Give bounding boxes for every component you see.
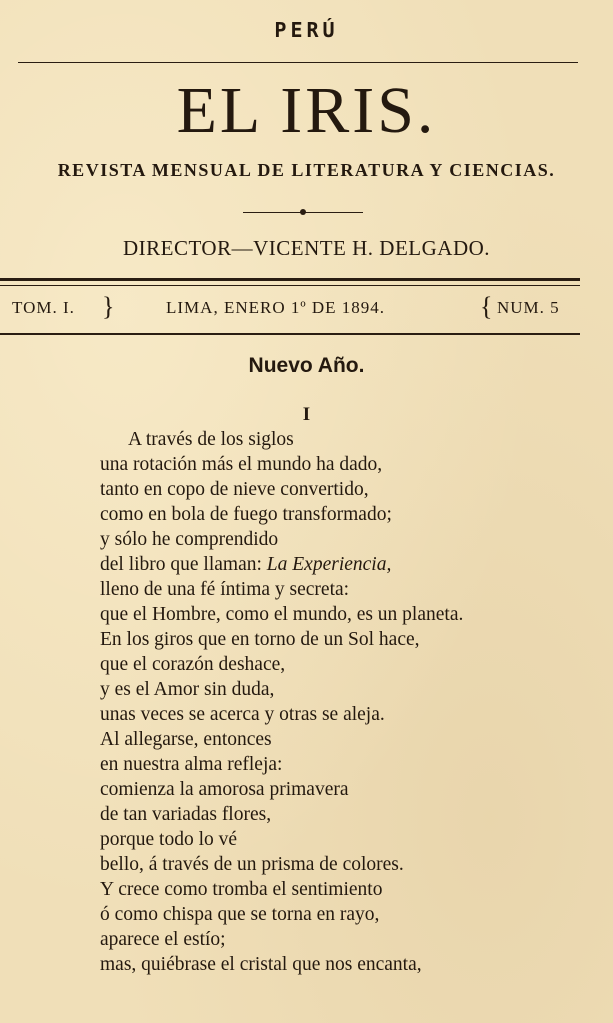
country-header: PERÚ bbox=[274, 18, 339, 42]
poem-section-number: I bbox=[302, 404, 311, 425]
issue-number: NUM. 5 bbox=[497, 298, 560, 317]
header-rule-thick bbox=[0, 278, 580, 281]
right-brace: { bbox=[480, 292, 494, 321]
poem-line bbox=[0, 552, 613, 577]
header-rule-bottom bbox=[0, 333, 580, 335]
poem-line: en nuestra alma refleja: bbox=[100, 754, 283, 775]
poem-line: como en bola de fuego transformado; bbox=[100, 504, 392, 525]
ornament-divider bbox=[243, 210, 363, 216]
poem-line-text: del libro que llaman: bbox=[100, 554, 267, 575]
poem-line: ó como chispa que se torna en rayo, bbox=[100, 904, 380, 925]
poem-line: Al allegarse, entonces bbox=[100, 729, 272, 750]
poem-line: bello, á través de un prisma de colores. bbox=[100, 854, 404, 875]
poem-line: una rotación más el mundo ha dado, bbox=[100, 454, 383, 475]
poem-italic-phrase: La Experiencia, bbox=[266, 554, 392, 575]
journal-title: EL IRIS. bbox=[176, 74, 437, 147]
poem-line: de tan variadas flores, bbox=[100, 804, 272, 825]
poem-line: lleno de una fé íntima y secreta: bbox=[100, 579, 350, 600]
issue-info-row bbox=[0, 292, 613, 324]
poem-line: que el Hombre, como el mundo, es un planeta. bbox=[100, 604, 464, 625]
poem-line: En los giros que en torno de un Sol hace, bbox=[100, 629, 420, 650]
journal-subtitle: REVISTA MENSUAL DE LITERATURA Y CIENCIAS. bbox=[57, 160, 556, 180]
top-rule bbox=[18, 62, 578, 63]
poem-line: mas, quiébrase el cristal que nos encanta, bbox=[100, 954, 422, 975]
poem-line: que el corazón deshace, bbox=[100, 654, 286, 675]
poem-line: comienza la amorosa primavera bbox=[100, 779, 349, 800]
poem-line: y es el Amor sin duda, bbox=[100, 679, 275, 700]
poem-body bbox=[0, 427, 613, 977]
poem-line: porque todo lo vé bbox=[100, 829, 238, 850]
header-rule-thin bbox=[0, 285, 580, 286]
place-date: LIMA, ENERO 1º DE 1894. bbox=[166, 298, 386, 317]
poem-line: unas veces se acerca y otras se aleja. bbox=[100, 704, 385, 725]
poem-line: tanto en copo de nieve convertido, bbox=[100, 479, 369, 500]
poem-line: A través de los siglos bbox=[128, 429, 294, 450]
poem-line: Y crece como tromba el sentimiento bbox=[100, 879, 383, 900]
poem-line: aparece el estío; bbox=[100, 929, 226, 950]
poem-title: Nuevo Año. bbox=[248, 354, 365, 377]
poem-line: y sólo he comprendido bbox=[100, 529, 279, 550]
director-line: DIRECTOR—VICENTE H. DELGADO. bbox=[122, 236, 491, 260]
left-brace: } bbox=[102, 292, 116, 321]
volume-label: TOM. I. bbox=[12, 298, 75, 317]
